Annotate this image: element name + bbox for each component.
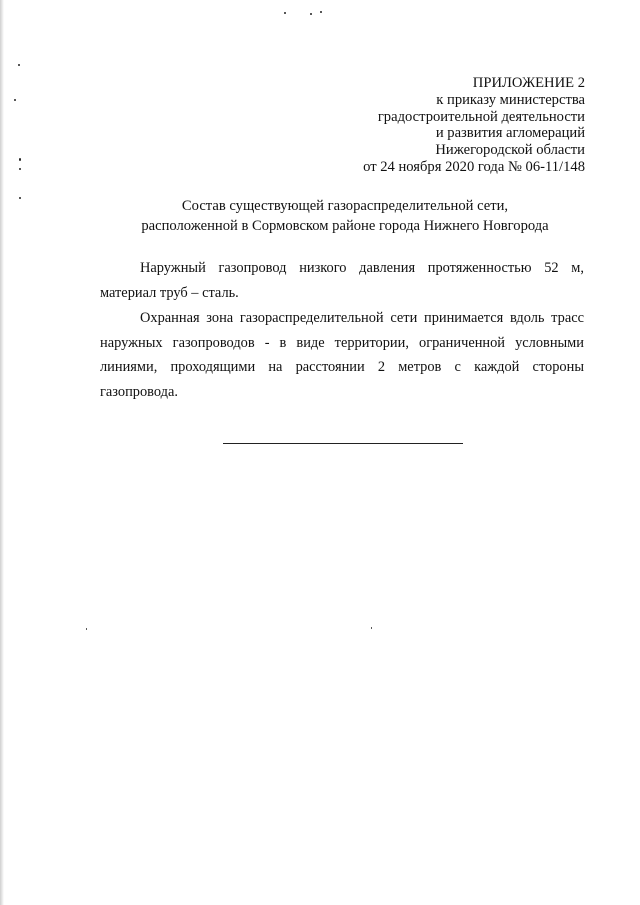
scan-speck	[14, 99, 16, 101]
scan-speck	[18, 64, 20, 66]
closing-rule	[223, 443, 463, 444]
paragraph-pipeline: Наружный газопровод низкого давления протяженностью 52 м, материал труб – сталь.	[100, 260, 584, 301]
title-line-1: Состав существующей газораспределительной сети,	[181, 198, 509, 214]
scan-edge-shadow	[0, 0, 4, 905]
title-line-2: расположенной в Сормовском районе города Нижнего Новгорода	[141, 218, 549, 234]
scan-speck	[371, 627, 372, 629]
scan-speck	[19, 168, 21, 170]
appendix-date-number: от 24 ноября 2020 года № 06-11/148	[363, 158, 585, 175]
scan-speck	[19, 197, 21, 199]
appendix-ministry-line2: и развития агломераций	[435, 125, 585, 142]
paragraph-protection-zone: Охранная зона газораспределительной сети принимается вдоль трасс наружных газопроводов - в виде территории, ограниченной условными линиями, проходящими на расстоянии 2 метров с каждой стороны газопровода.	[100, 310, 584, 400]
scan-speck	[320, 11, 322, 13]
document-title	[100, 196, 590, 236]
scan-speck	[86, 628, 87, 630]
appendix-ministry-line1: градостроительной деятельности	[377, 108, 585, 125]
scan-speck	[310, 13, 312, 15]
scan-speck	[284, 12, 286, 14]
scan-speck	[19, 158, 21, 161]
appendix-header	[363, 75, 585, 176]
appendix-region: Нижегородской области	[435, 142, 585, 159]
appendix-order-ref: к приказу министерства	[436, 91, 585, 108]
appendix-number: ПРИЛОЖЕНИЕ 2	[472, 75, 585, 91]
document-body	[100, 256, 584, 405]
